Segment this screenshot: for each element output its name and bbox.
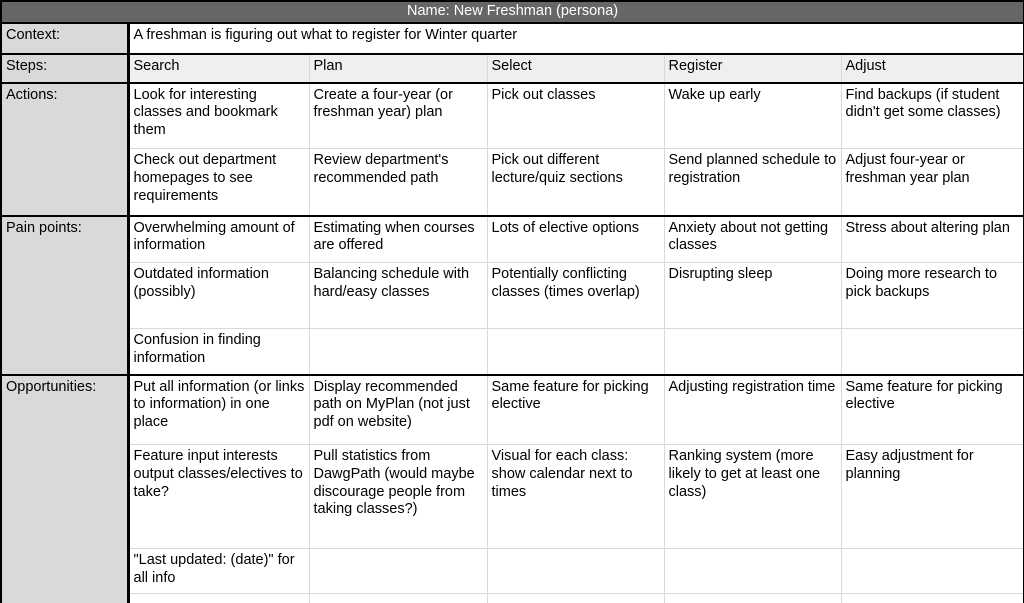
steps-label: Steps: [1,54,128,83]
extra-row-cell [664,594,841,603]
extra-row-cell [309,594,487,603]
pain-plan-1: Estimating when courses are offered [309,216,487,263]
section-label-pain-points: Pain points: [1,216,128,375]
pain-search-2: Outdated information (possibly) [128,263,309,329]
pain-adjust-3 [841,329,1024,375]
extra-row-label-cell [1,594,128,603]
actions-search-2: Check out department homepages to see requirements [128,149,309,216]
opp-search-2: Feature input interests output classes/electives to take? [128,445,309,549]
context-value: A freshman is figuring out what to register for Winter quarter [128,23,1024,54]
pain-search-1: Overwhelming amount of information [128,216,309,263]
opp-select-1: Same feature for picking elective [487,375,664,445]
actions-select-2: Pick out different lecture/quiz sections [487,149,664,216]
opp-adjust-2: Easy adjustment for planning [841,445,1024,549]
opp-adjust-3 [841,549,1024,594]
actions-plan-1: Create a four-year (or freshman year) plan [309,83,487,149]
opp-search-3: "Last updated: (date)" for all info [128,549,309,594]
actions-register-1: Wake up early [664,83,841,149]
section-label-actions: Actions: [1,83,128,216]
pain-register-2: Disrupting sleep [664,263,841,329]
opp-plan-3 [309,549,487,594]
opp-select-2: Visual for each class: show calendar next to times [487,445,664,549]
pain-search-3: Confusion in finding information [128,329,309,375]
pain-select-1: Lots of elective options [487,216,664,263]
actions-select-1: Pick out classes [487,83,664,149]
step-header-search: Search [128,54,309,83]
section-label-opportunities: Opportunities: [1,375,128,594]
actions-search-1: Look for interesting classes and bookmark them [128,83,309,149]
opp-adjust-1: Same feature for picking elective [841,375,1024,445]
step-header-register: Register [664,54,841,83]
table-title: Name: New Freshman (persona) [1,1,1024,23]
step-header-plan: Plan [309,54,487,83]
opp-search-1: Put all information (or links to information) in one place [128,375,309,445]
opp-register-3 [664,549,841,594]
opp-select-3 [487,549,664,594]
context-label: Context: [1,23,128,54]
pain-select-3 [487,329,664,375]
opp-plan-2: Pull statistics from DawgPath (would maybe discourage people from taking classes?) [309,445,487,549]
extra-row-cell [128,594,309,603]
pain-plan-2: Balancing schedule with hard/easy classes [309,263,487,329]
opp-register-1: Adjusting registration time [664,375,841,445]
pain-adjust-2: Doing more research to pick backups [841,263,1024,329]
pain-register-3 [664,329,841,375]
opp-plan-1: Display recommended path on MyPlan (not just pdf on website) [309,375,487,445]
pain-register-1: Anxiety about not getting classes [664,216,841,263]
pain-plan-3 [309,329,487,375]
extra-row-cell [487,594,664,603]
step-header-adjust: Adjust [841,54,1024,83]
actions-plan-2: Review department's recommended path [309,149,487,216]
extra-row-cell [841,594,1024,603]
actions-register-2: Send planned schedule to registration [664,149,841,216]
opp-register-2: Ranking system (more likely to get at least one class) [664,445,841,549]
actions-adjust-2: Adjust four-year or freshman year plan [841,149,1024,216]
pain-select-2: Potentially conflicting classes (times overlap) [487,263,664,329]
actions-adjust-1: Find backups (if student didn't get some classes) [841,83,1024,149]
pain-adjust-1: Stress about altering plan [841,216,1024,263]
step-header-select: Select [487,54,664,83]
